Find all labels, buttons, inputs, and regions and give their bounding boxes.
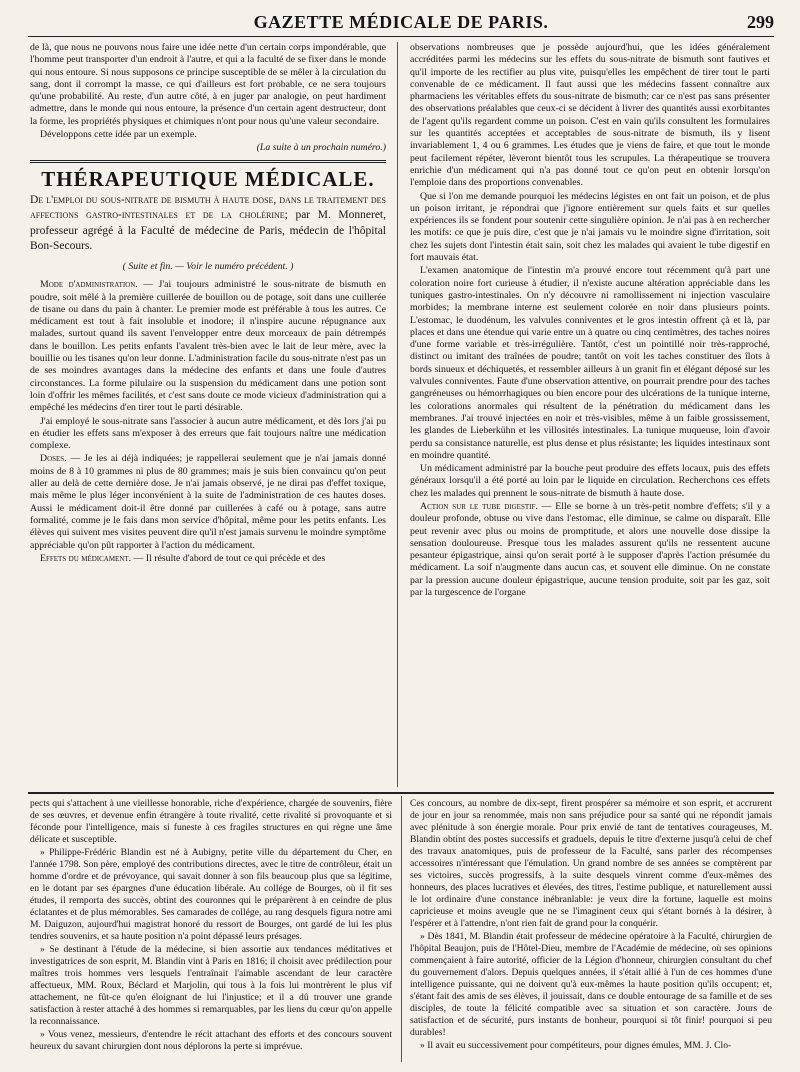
feuilleton-left-column: [30, 798, 392, 1064]
feuilleton-paragraph: » Dès 1841, M. Blandin était professeur de médecine opératoire à la Faculté, chirurgien de l'hôpital Beaujon, puis de l'Hôtel-Dieu, membre de l'Académie de médecine, où ses opinions commençaient à faire autorité, officier de la Légion d'honneur, chirurgien consultant du chef du gouvernement d'alors. Depuis quelques années, il s'était allié à l'un de ces hommes d'une intelligence puissante, qui ne doivent qu'à eux-mêmes la haute position qu'ils occupent; et, s'étant fait des amis de ses élèves, il jouissait, dans ce double entourage de sa famille et de ses disciples, de toute la félicité compatible avec sa situation et son caractère. Jours de satisfaction et de sécurité, purs instants de bonheur, pourquoi si tôt finir! pourquoi si peu durables!: [410, 931, 772, 1038]
feuilleton-paragraph: » Vous venez, messieurs, d'entendre le récit attachant des efforts et des concours souvent heureux du savant chirurgien dont nous déplorons la perte si imprévue.: [30, 1029, 392, 1052]
journal-title: GAZETTE MÉDICALE DE PARIS.: [253, 12, 549, 32]
paragraph-text: Que si l'on me demande pourquoi les médecins légistes en ont fait un poison, et de plus un poison irritant, je répondrai que j'ignore entièrement sur quels faits et sur quelles expériences ils se fondent pour soutenir cette singulière opinion. Je n'ai pas à en rechercher les motifs: ce que je puis dire, c'est que je n'ai jamais vu le moindre signe d'irritation, soit chez les sujets dont l'intestin était sain, soit chez les malades qui avaient le tube digestif en fort mauvais état.: [410, 190, 770, 264]
left-column: [30, 42, 386, 792]
continued-paragraph: Développons cette idée par un exemple.: [40, 129, 197, 141]
article-paragraph: [30, 453, 386, 551]
article-paragraph: [410, 42, 770, 190]
feuilleton-right-column: [410, 798, 772, 1064]
continued-paragraph: de là, que nous ne pouvons nous faire une idée nette d'un certain corps impondérable, que l'homme peut transporter d'un endroit à l'autre, et qui a la faculté de se fixer dans le monde qui nous entoure. Si nous supposons ce principe susceptible de se mêler à la circulation du sang, dont il corrompt la masse, ce qui d'ailleurs est fort probable, ce ne sera toujours qu'une probabilité. Au reste, d'un autre côté, à en juger par analogie, on peut hardiment admettre, dans le monde qui nous entoure, la présence d'un certain agent destructeur, dont la forme, les propriétés physiques et chimiques n'ont pour nous qu'une valeur secondaire.: [30, 42, 386, 127]
paragraph-text: — Il résulte d'abord de tout ce qui précède et des: [131, 552, 326, 564]
paragraph-text: observations nombreuses que je possède aujourd'hui, que les idées généralement accréditées parmi les médecins sur les effets du sous-nitrate de bismuth sont fautives et qu'il importe de les rectifier au plus vite, puisqu'elles les empêchent de tirer tout le parti convenable de ce médicament. Il faut aussi que les médecins fassent connaître aux pharmaciens les véritables effets du sous-nitrate de bismuth; car ce n'est pas sans présenter des observations préalables que ceux-ci se décident à livrer des quantités aussi exorbitantes de l'agent qu'ils regardent comme un poison. C'est en vain qu'ils consultent les formulaires sur les quantités acceptées et acceptables de sous-nitrate de bismuth, ils y lisent invariablement 1, 4 ou 6 grammes. Les études que je viens de faire, et que tout le monde peut facilement répéter, lèveront bientôt tous les scrupules. La thérapeutique se trouvera enrichie d'un médicament qui n'a pas donné tout ce qu'on peut en obtenir lorsqu'on l'emploie dans des proportions convenables.: [410, 42, 770, 189]
article-paragraph: [30, 416, 386, 453]
paragraph-lead: Mode d'administration.: [40, 279, 138, 291]
paragraph-text: — J'ai toujours administré le sous-nitrate de bismuth en poudre, soit mêlé à la première cuillerée de bouillon ou de potage, soit dans une cuillerée de tisane ou dans du pain à chanter. Le premier mode est préférable à tous les autres. Ce médicament est tout à fait insoluble et inodore; il n'inspire aucune répugnance aux malades, surtout quand ils savent l'envelopper entre deux morceaux de pain détrempés dans le bouillon. Les petits enfants l'avalent très-bien avec le lait de leur mère, avec la bouillie ou les tisanes qu'on leur donne. L'administration facile du sous-nitrate n'est pas un de ses moindres avantages dans la médecine des enfants et dans une foule d'autres circonstances. La forme pilulaire ou la suspension du médicament dans une potion sont loin d'offrir les mêmes facilités, et c'est sans doute ce mode vicieux d'administration qui a empêché les médecins d'en tirer tout le parti désirable.: [30, 279, 386, 414]
section-title: THÉRAPEUTIQUE MÉDICALE.: [41, 166, 375, 191]
feuilleton-paragraph: » Se destinant à l'étude de la médecine, si bien assortie aux tendances méditatives et investigatrices de son esprit, M. Blandin vint à Paris en 1816; il choisit avec prédilection pour maîtres trois hommes vers lesquels l'entraînait l'aimable ascendant de leur caractère affectueux, MM. Roux, Béclard et Marjolin, qui tous à la fois lui montrèrent le plus vif attachement, ne fût-ce qu'en éloignant de lui l'injustice; et il a dû trouver une grande satisfaction à rester attaché à des hommes si remarquables, par les liens du cœur qu'on appelle la reconnaissance.: [30, 944, 392, 1027]
article-paragraph: [410, 191, 770, 265]
feuilleton-divider: [28, 792, 774, 794]
feuilleton-paragraph: » Il avait eu successivement pour compétiteurs, pour dignes émules, MM. J. Clo-: [420, 1040, 732, 1051]
continuation-note: (La suite à un prochain numéro.): [256, 142, 386, 154]
section-separator: [30, 160, 386, 163]
article-paragraph: [410, 265, 770, 462]
paragraph-text: — Elle se borne à un très-petit nombre d'effets; s'il y a douleur profonde, obtuse ou vive dans l'estomac, elle diminue, se calme ou disparaît. Elle peut revenir avec plus ou moins de promptitude, et alors une nouvelle dose dissipe la sensation douloureuse. Presque tous les malades assurent qu'ils ne ressentent aucune pesanteur épigastrique, ainsi qu'on serait porté à le supposer d'après l'action présumée du médicament. La soif n'augmente dans aucun cas, et souvent elle diminue. On ne constate par la pression aucune douleur épigastrique, aucune tension produite, soit par les gaz, soit par la turgescence de l'organe: [410, 500, 770, 599]
paragraph-lead: Doses.: [40, 453, 67, 465]
article-heading-title: De l'emploi du sous-nitrate de bismuth à haute dose, dans le traitement des affections gastro-intestinales et de la cholérine;: [30, 193, 386, 222]
feuilleton-paragraph: Ces concours, au nombre de dix-sept, firent prospérer sa mémoire et son esprit, et accrurent de jour en jour sa renommée, mais non sans préjudice pour sa santé qui ne répondit jamais avec plénitude à son énergie morale. Pour prix envié de tant de tentatives courageuses, M. Blandin obtint des postes successifs et graduels, depuis le titre d'externe jusqu'à celui de chef des travaux anatomiques, puis de professeur de la Faculté, sans parler des récompenses accessoires n'intéressant que l'émulation. Un grand nombre de ses années se comptèrent par ses victoires, succès progressifs, à la suite desquels vinrent comme d'eux-mêmes des honneurs, des places lucratives et élevées, des titres, l'estime publique, et naturellement aussi le lot ordinaire d'une constance inébranlable: je veux dire la fortune, laquelle est moins capricieuse et moins aveugle que ne se l'imaginent ceux qui s'étant bornés à la désirer, à l'espérer et à l'attendre, n'ont rien fait de grand pour la conquérir.: [410, 798, 772, 929]
article-subtitle: ( Suite et fin. — Voir le numéro précédent. ): [122, 260, 294, 272]
article-paragraph: [410, 463, 770, 500]
feuilleton-paragraph: pects qui s'attachent à une vieillesse honorable, riche d'expérience, chargée de souvenirs, fière de ses œuvres, et devenue enfin étrangère à toute rivalité, cette rivalité si provoquante et si féconde pour l'intelligence, mais si funeste à ces fragiles structures en qui règne une âme délicate et susceptible.: [30, 798, 392, 845]
paragraph-text: J'ai employé le sous-nitrate sans l'associer à aucun autre médicament, et dès lors j'ai pu en étudier les effets sans m'exposer à des erreurs que fait toujours naître une médication complexe.: [30, 415, 386, 452]
right-column: [410, 42, 770, 792]
page-header: [28, 10, 774, 37]
paragraph-lead: Action sur le tube digestif.: [420, 500, 538, 512]
article-paragraph: [30, 279, 386, 414]
paragraph-text: Un médicament administré par la bouche peut produire des effets locaux, puis des effets généraux lorsqu'il a été porté au loin par le liquide en circulation. Recherchons ces effets chez les malades qui prennent le sous-nitrate de bismuth à haute dose.: [410, 463, 770, 499]
paragraph-text: L'examen anatomique de l'intestin m'a prouvé encore tout récemment qu'à part une coloration noire fort curieuse à étudier, il n'existe aucune altération appréciable dans les tuniques gastro-intestinales. On n'y découvre ni ramollissement ni injection vasculaire morbides; la membrane interne est seulement colorée en noir dans plusieurs points. L'estomac, le duodénum, les valvules conniventes et le gros intestin offrent çà et là, par places et dans une étendue qui varie entre un à quatre ou cinq centimètres, des taches noires d'une forme variable et très-irrégulière. Tantôt, c'est un pointillé noir très-rapproché, distinct ou imitant des traînées de poudre; tantôt on voit les taches constituer des îlots à bords sinueux et déchiquetés, et ressembler ailleurs à un granit fin et élégant déposé sur les valvules conniventes. Faute d'une observation attentive, on pourrait prendre pour des taches gangréneuses ou hémorrhagiques ou bien encore pour des ulcérations de la tunique interne, les colorations anormales qui résultent de la pénétration du médicament dans les membranes. J'ai trouvé injectées en noir et très-visibles, même à un faible grossissement, les glandes de Lieberkühn et les villosités intestinales. La tunique muqueuse, loin d'avoir perdu sa consistance naturelle, est plus dense et plus résistante; les liquides intestinaux sont en moindre quantité.: [410, 265, 770, 461]
paragraph-lead: Effets du médicament.: [40, 552, 132, 564]
column-divider: [401, 796, 402, 1062]
article-paragraph: [410, 501, 770, 599]
article-heading-author: par M. Monneret, professeur agrégé à la Faculté de médecine de Paris, médecin de l'hôpital Bon-Secours.: [30, 209, 386, 253]
article-heading: [30, 193, 386, 255]
feuilleton-paragraph: » Philippe-Frédéric Blandin est né à Aubigny, petite ville du département du Cher, en l'année 1798. Son père, employé des contributions directes, avec le titre de contrôleur, était un homme d'ordre et de prévoyance, qui savait donner à son fils beaucoup plus que sa légitime, en le dotant par ses épargnes d'une éducation libérale. Au collége de Bourges, où il fit ses études, il remporta des succès, obtint des couronnes qui le préparèrent à en ceindre de plus éclatantes et de plus mémorables. Ses camarades de collége, au rang desquels figura notre ami M. Daiguzon, aujourd'hui magistrat honoré du ressort de Bourges, ont gardé de lui les plus tendres souvenirs, et sa haute position n'a point dépassé leurs présages.: [30, 847, 392, 942]
page-number: 299: [747, 12, 774, 32]
paragraph-text: — Je les ai déjà indiquées; je rappellerai seulement que je n'ai jamais donné moins de 8 à 10 grammes ni plus de 80 grammes; mais je suis bien convaincu qu'on peut aller au delà de cette dernière dose. Je n'ai jamais observé, je ne dirai pas d'effet toxique, mais même le plus léger inconvénient à la suite de l'administration de ces hautes doses. Aussi le médicament doit-il être donné par cuillerées à café ou à potage, sans autre formalité, comme je le fais dans mon service d'hôpital, même pour les petits enfants. Les élèves qui suivent mes visites peuvent dire qu'il n'est jamais survenu le moindre symptôme appréciable qu'on pût rapporter à l'action du médicament.: [30, 453, 386, 551]
column-divider: [397, 42, 398, 787]
article-paragraph: [30, 553, 386, 565]
